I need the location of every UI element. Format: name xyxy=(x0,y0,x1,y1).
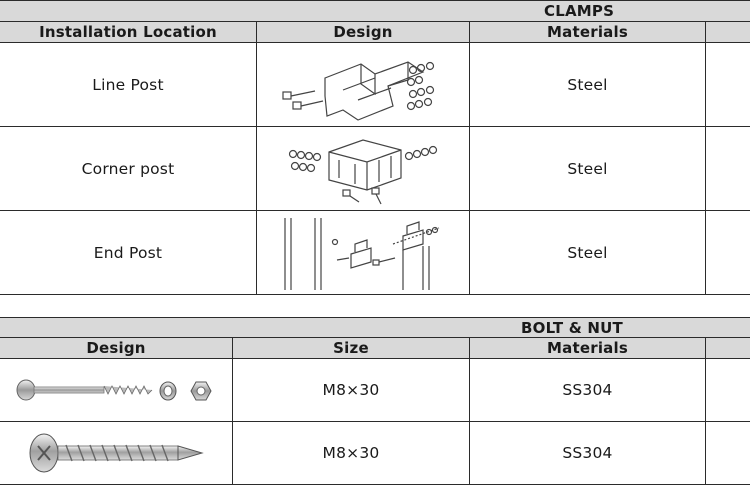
table-row-material: SS304 xyxy=(470,422,706,485)
table-row-location: Line Post xyxy=(0,43,257,127)
bolt-nut-table xyxy=(0,317,750,502)
table-row-material: Steel xyxy=(470,211,706,295)
self-drilling-screw-photo xyxy=(0,422,233,485)
bolt-washer-nut-photo xyxy=(0,359,233,422)
corner-post-clamp-drawing xyxy=(257,127,470,211)
table-row-material: Steel xyxy=(470,43,706,127)
bolt-nut-header-extra xyxy=(706,338,750,359)
end-post-clamp-drawing xyxy=(257,211,470,295)
table-row-location: Corner post xyxy=(0,127,257,211)
table-row-extra xyxy=(706,422,750,485)
clamps-title-band xyxy=(0,0,750,22)
table-row-material: Steel xyxy=(470,127,706,211)
table-row-size: M8×30 xyxy=(233,359,470,422)
clamps-header-extra xyxy=(706,22,750,43)
clamps-title: CLAMPS xyxy=(544,2,615,20)
table-row-extra xyxy=(706,43,750,127)
table-row-extra xyxy=(706,127,750,211)
table-row-extra xyxy=(706,359,750,422)
bolt-nut-header-size: Size xyxy=(233,338,470,359)
table-row-extra xyxy=(706,211,750,295)
clamps-header-materials: Materials xyxy=(470,22,706,43)
bolt-nut-header-design: Design xyxy=(0,338,233,359)
table-row-material: SS304 xyxy=(470,359,706,422)
table-row-size: M8×30 xyxy=(233,422,470,485)
clamps-header-location: Installation Location xyxy=(0,22,257,43)
table-row-location: End Post xyxy=(0,211,257,295)
bolt-nut-header-materials: Materials xyxy=(470,338,706,359)
line-post-clamp-drawing xyxy=(257,43,470,127)
clamps-header-design: Design xyxy=(257,22,470,43)
bolt-nut-title-band xyxy=(0,317,750,338)
bolt-nut-title: BOLT & NUT xyxy=(521,318,623,337)
